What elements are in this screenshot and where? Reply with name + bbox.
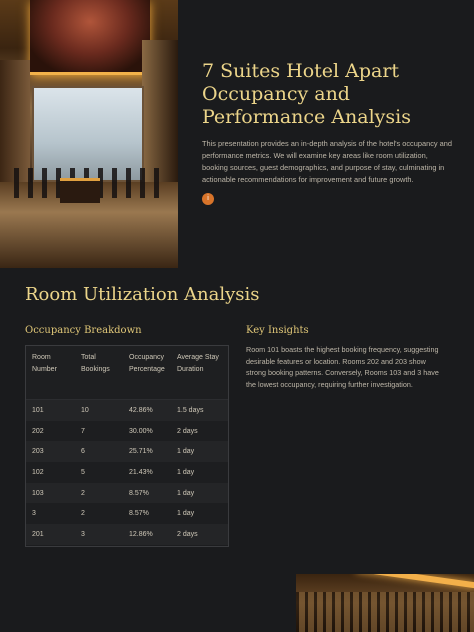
table-row xyxy=(26,483,228,504)
section-title: Room Utilization Analysis xyxy=(25,284,260,305)
lobby-ceiling xyxy=(30,0,150,75)
cell-bookings: 6 xyxy=(75,441,123,462)
cell-bookings: 2 xyxy=(75,483,123,504)
column-header-room-number: Room Number xyxy=(26,346,75,400)
interior-panels xyxy=(296,592,474,632)
table-row xyxy=(26,503,228,524)
cell-room: 101 xyxy=(26,400,75,421)
cell-occupancy: 30.00% xyxy=(123,421,171,442)
cell-occupancy: 42.86% xyxy=(123,400,171,421)
cell-occupancy: 12.86% xyxy=(123,524,171,545)
cell-room: 3 xyxy=(26,503,75,524)
cell-stay: 1 day xyxy=(171,503,228,524)
occupancy-breakdown-heading: Occupancy Breakdown xyxy=(25,325,142,336)
cell-stay: 1.5 days xyxy=(171,400,228,421)
key-insights-heading: Key Insights xyxy=(246,325,309,336)
cell-bookings: 3 xyxy=(75,524,123,545)
column-header-total-bookings: Total Bookings xyxy=(75,346,123,400)
column-header-average-stay: Average Stay Duration xyxy=(171,346,228,400)
cell-room: 203 xyxy=(26,441,75,462)
intro-paragraph: This presentation provides an in-depth analysis of the hotel's occupancy and performance metrics. We will examine key areas like room utilization, booking sources, guest demographics, and purpose of stay, culminating in actionable recommendations for improvement and future growth. xyxy=(202,139,452,184)
cell-stay: 2 days xyxy=(171,421,228,442)
reception-desk xyxy=(60,178,100,203)
cell-room: 102 xyxy=(26,462,75,483)
hotel-lobby-image xyxy=(0,0,178,268)
table-header-row xyxy=(26,346,228,400)
table-row xyxy=(26,462,228,483)
key-insights-text: Room 101 boasts the highest booking frequency, suggesting desirable features or location. Rooms 202 and 203 show strong booking patterns. Conversely, Rooms 103 and 3 have the lowest occupancy, requiring further investigation. xyxy=(246,345,439,389)
cell-bookings: 5 xyxy=(75,462,123,483)
table-row xyxy=(26,421,228,442)
cell-occupancy: 25.71% xyxy=(123,441,171,462)
cell-bookings: 7 xyxy=(75,421,123,442)
cell-bookings: 2 xyxy=(75,503,123,524)
cell-stay: 2 days xyxy=(171,524,228,545)
cell-stay: 1 day xyxy=(171,483,228,504)
table-row xyxy=(26,400,228,421)
column-header-occupancy-percentage: Occupancy Percentage xyxy=(123,346,171,400)
cell-occupancy: 8.57% xyxy=(123,483,171,504)
cell-stay: 1 day xyxy=(171,462,228,483)
info-icon[interactable]: i xyxy=(202,193,214,205)
light-beam xyxy=(356,574,474,588)
table-row xyxy=(26,441,228,462)
cell-room: 201 xyxy=(26,524,75,545)
page-title: 7 Suites Hotel Apart Occupancy and Performance Analysis xyxy=(202,60,411,128)
cell-bookings: 10 xyxy=(75,400,123,421)
occupancy-table xyxy=(25,345,229,547)
table-row xyxy=(26,524,228,545)
cell-room: 103 xyxy=(26,483,75,504)
cell-occupancy: 21.43% xyxy=(123,462,171,483)
cell-room: 202 xyxy=(26,421,75,442)
cell-occupancy: 8.57% xyxy=(123,503,171,524)
cell-stay: 1 day xyxy=(171,441,228,462)
hotel-interior-image xyxy=(296,574,474,632)
